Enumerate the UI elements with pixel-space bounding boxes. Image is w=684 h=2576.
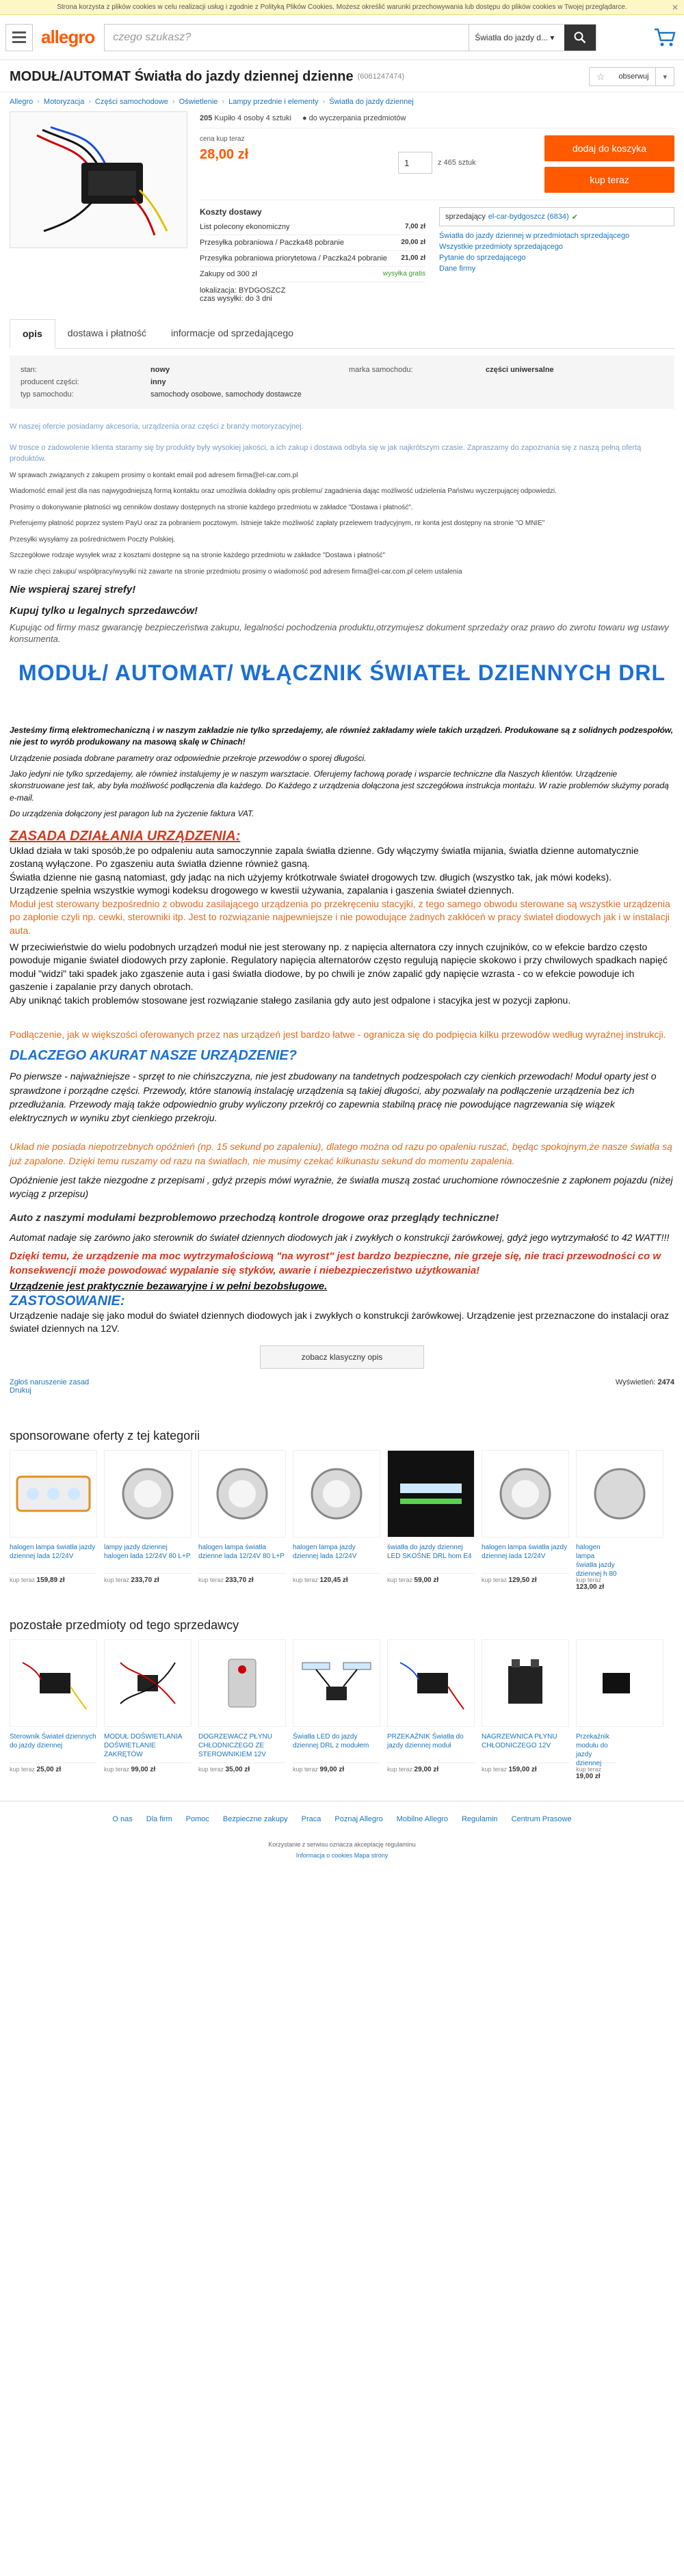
footer-link[interactable]: Bezpieczne zakupy: [222, 1814, 288, 1823]
product-card[interactable]: [482, 1450, 569, 1591]
product-thumbnail: [104, 1450, 192, 1538]
product-price: kup teraz 99,00 zł: [104, 1762, 192, 1773]
product-price: kup teraz 123,00 zł: [576, 1573, 617, 1591]
product-thumbnail: [293, 1639, 380, 1727]
product-price: kup teraz 233,70 zł: [104, 1573, 192, 1584]
description: [0, 421, 684, 1336]
product-name[interactable]: NAGRZEWNICA PŁYNU CHŁODNICZEGO 12V: [482, 1732, 557, 1749]
tab-bar: [10, 319, 674, 349]
product-image[interactable]: [10, 111, 187, 248]
product-thumbnail: [104, 1639, 192, 1727]
principle-text: Układ działa w taki sposób,że po odpaleniu auta samoczynnie zapala światła dzienne. Gdy włączymy światła mijania, światła dzienne automatycznie zostaną wyłączone. Po zgaszeniu auta światła dzienne również gasną. Światła dzienne nie gasną natomiast, gdy jadąc na nich użyjemy krótkotrwale świateł drogowych tzw. długich (wszystko tak, jak mówi kodeks). Urządzenie spełnia wszystkie wymogi kodeksu drogowego w kwestii używania, zapalania i gaszenia świateł dziennych. Moduł jest sterowany bezpośrednio z obwodu zasilającego urządzenia po przekręceniu stacyjki, z tego samego obwodu sterowane są wszystkie urządzenia po zapłonie czyli np. cewki, sterowniki itp. Jest to rozwiązanie najpewniejsze i nie powodujące żadnych zakłóceń w pracy świateł diodowych jak i w instalacji auta. W przeciwieństwie do wielu podobnych urządzeń moduł nie jest sterowany np. z napięcia alternatora czy innych czujników, co w efekcie bardzo często powoduje miganie świateł diodowych przy zapłonie. Regulatory napięcia alternatorów często regulują napięcie skokowo i przy chwilowych spadkach napięć moduł "widzi" taki spadek jako zgaszenie auta i gasi światła diodowe, by po chwili je znów zapalić gdy napięcie wzrasta - co w efekcie powoduje ich gaszenie i zapalanie przy danych obrotach. Aby uniknąć takich problemów stosowane jest rozwiązanie stałego zasilania gdy auto jest odpalone i stacyjka jest w pozycji zapłonu. Podłączenie, jak w większości oferowanych przez nas urządzeń jest bardzo łatwe - ogranicza się do podpięcia kilku przewodów według wyraźnej instrukcji.: [10, 844, 670, 1040]
param-row: typ samochodu: samochody osobowe, samochody dostawcze: [21, 390, 302, 399]
slogan-note: Kupując od firmy masz gwarancję bezpieczeństwa zakupu, legalności pochodzenia produktu,otrzymujesz dokument sprzedaży oraz prawo do zwrotu towaru wg ustawy konsumenta.: [10, 622, 669, 644]
shipping-row: List polecony ekonomiczny 7,00 zł: [200, 219, 425, 235]
product-name[interactable]: światła do jazdy dziennej LED SKOŚNE DRL hom E4: [387, 1543, 472, 1560]
sponsored-title: sponsorowane oferty z tej kategorii: [10, 1428, 200, 1443]
search-icon: [574, 31, 586, 44]
offer-id: (6061247474): [357, 72, 405, 81]
info-text: W trosce o zadowolenie klienta staramy się by produkty były wysokiej jakości, a ich zakup i dostawa odbyła się w jak najkrótszym czasie. Zapraszamy do zapoznania się z naszą pełną ofertą produktów.: [10, 443, 642, 463]
price-label: cena kup teraz: [200, 135, 245, 143]
breadcrumb-item[interactable]: Oświetlenie: [179, 98, 218, 106]
product-name[interactable]: Sterownik Świateł dziennych do jazdy dziennej: [10, 1732, 96, 1749]
breadcrumb-item[interactable]: Allegro: [10, 98, 34, 106]
dispatch-time: czas wysyłki: do 3 dni: [200, 295, 272, 303]
product-card[interactable]: [104, 1450, 192, 1591]
quantity-available: z 465 sztuk: [438, 159, 476, 167]
shipping-row: Zakupy od 300 zł wysyłka gratis: [200, 267, 425, 282]
tab-seller-info[interactable]: informacje od sprzedającego: [170, 327, 293, 338]
seller-link[interactable]: Pytanie do sprzedającego: [439, 254, 526, 262]
section-heading: ZASTOSOWANIE:: [10, 1293, 125, 1309]
product-thumbnail: [10, 1450, 97, 1538]
section-heading: DLACZEGO AKURAT NASZE URZĄDZENIE?: [10, 1048, 297, 1064]
sponsored-carousel: [0, 1443, 684, 1598]
drl-module-image: [23, 122, 174, 238]
intro-section: Jesteśmy firmą elektromechaniczną i w naszym zakładzie nie tylko sprzedajemy, ale również zakładamy wiele takich urządzeń. Produkowane są z solidnych podzespołów, nie jest to wyrób produkowany na masową skalę w Chinach! Urządzenie posiada dobrane parametry oraz odpowiednie przekroje przewodów o sporej długości. Jako jedyni nie tylko sprzedajemy, ale również instalujemy je w naszym warsztacie. Oferujemy fachową poradę i wsparcie techniczne dla Naszych klientów. Urządzenie skonstruowane jest tak, aby była możliwość podłączenia dla każdego. Do Każdego z urządzenia dołączona jest szczegółowa instrukcja montażu. W razie problemów służymy poradą e-mail. Do urządzenia dołączony jest paragon lub na życzenie faktura VAT.: [10, 725, 674, 819]
breadcrumb-item[interactable]: Części samochodowe: [94, 98, 168, 106]
product-card[interactable]: [482, 1639, 569, 1780]
product-price: kup teraz 35,00 zł: [198, 1762, 286, 1773]
product-thumbnail: [482, 1450, 569, 1538]
hero-heading: MODUŁ/ AUTOMAT/ WŁĄCZNIK ŚWIATEŁ DZIENNYCH DRL: [18, 660, 666, 685]
product-thumbnail: [576, 1450, 663, 1538]
close-icon[interactable]: ✕: [671, 3, 679, 12]
product-card[interactable]: [576, 1639, 617, 1780]
shipping-row: Przesyłka pobraniowa priorytetowa / Paczka24 pobranie 21,00 zł: [200, 251, 425, 267]
product-thumbnail: [387, 1639, 475, 1727]
product-card[interactable]: [387, 1450, 475, 1591]
info-text: W naszej ofercie posiadamy akcesoria, urządzenia oraz części z branży motoryzacyjnej.: [10, 422, 304, 431]
why-bold: Auto z naszymi modułami bezproblemowo przechodzą kontrole drogowe oraz przeglądy techniczne!: [10, 1211, 499, 1224]
chevron-down-icon[interactable]: ▾: [655, 68, 674, 85]
seller-box: [439, 207, 674, 303]
shipping-row: Przesyłka pobraniowa / Paczka48 pobranie 20,00 zł: [200, 235, 425, 251]
product-price: kup teraz 25,00 zł: [10, 1762, 97, 1773]
footer-link[interactable]: Dla firm: [146, 1814, 172, 1823]
parameters-box: [10, 355, 674, 409]
cart-icon: [653, 27, 676, 48]
views-count: Wyświetleń: 2474: [615, 1378, 674, 1386]
product-card[interactable]: [10, 1450, 97, 1591]
product-thumbnail: [387, 1450, 475, 1538]
application-text: Urządzenie nadaje się jako moduł do świateł dziennych diodowych jak i zwykłych o konstrukcji żarówkowej. Urządzenie jest przeznaczone do instalacji oraz świateł dziennych na 12V.: [10, 1309, 670, 1334]
legal-links[interactable]: Informacja o cookies Mapa strony: [295, 1851, 389, 1859]
watch-button[interactable]: [589, 67, 674, 86]
why-highlight: Dzięki temu, że urządzenie ma moc wytrzymałościową "na wyrost" jest bardzo bezpieczne, nie grzeje się, nie traci przewodności co w konsekwencji może powodować wypalanie się styków, awarie i niebezpieczeństwo użytkowania!: [10, 1250, 661, 1276]
buy-now-button[interactable]: kup teraz: [544, 167, 674, 193]
search-category-label: Światła do jazdy d...: [475, 32, 548, 42]
product-card[interactable]: [293, 1450, 380, 1591]
breadcrumb-item[interactable]: Lampy przednie i elementy: [228, 98, 319, 106]
breadcrumb-separator: ›: [37, 98, 40, 106]
legal-text: Korzystanie z serwisu oznacza akceptację regulaminu: [268, 1840, 416, 1848]
product-price: kup teraz 19,00 zł: [576, 1762, 617, 1780]
top-bar: [0, 15, 684, 60]
why-text: Automat nadaje się zarówno jako sterownik do świateł dziennych diodowych jak i zwykłych o konstrukcji żarówkowej, gdyż jego wytrzymałość to 42 WATT!!!: [10, 1232, 670, 1244]
title-bar: [0, 60, 684, 92]
cookie-banner: [0, 0, 684, 15]
product-name[interactable]: halogen lampa światła jazdy dziennej lada 12/24V: [10, 1543, 96, 1560]
breadcrumb-item[interactable]: Motoryzacja: [43, 98, 85, 106]
product-card[interactable]: [293, 1639, 380, 1780]
product-thumbnail: [293, 1450, 380, 1538]
footer-link[interactable]: Centrum Prasowe: [511, 1814, 572, 1823]
product-price: kup teraz 233,70 zł: [198, 1573, 286, 1584]
stock-info: ● do wyczerpania przedmiotów: [302, 114, 406, 122]
breadcrumb-separator: ›: [222, 98, 225, 106]
star-icon: ☆: [596, 70, 605, 82]
buy-panel: [200, 111, 674, 303]
breadcrumb-separator: ›: [88, 98, 91, 106]
logo[interactable]: allegro: [41, 27, 95, 47]
sold-info: 205 Kupiło 4 osoby 4 sztuki: [200, 114, 291, 122]
tab-description[interactable]: opis: [10, 319, 55, 349]
search-category-select[interactable]: Światła do jazdy d... ▾: [469, 25, 564, 51]
product-price: kup teraz 99,00 zł: [293, 1762, 380, 1773]
product-thumbnail: [198, 1450, 286, 1538]
footer-link[interactable]: Mobilne Allegro: [396, 1814, 448, 1823]
report-row: [0, 1369, 684, 1395]
product-name[interactable]: Przekaźnik modułu do jazdy dziennej: [576, 1732, 609, 1767]
product-name[interactable]: halogen lampa światła jazdy dziennej lada 12/24V: [482, 1543, 568, 1560]
seller-select[interactable]: sprzedający el-car-bydgoszcz (6834) ✔: [439, 207, 674, 226]
product-name[interactable]: halogen lampa światła dzienne lada 12/24V 80 L+P: [198, 1543, 285, 1560]
menu-icon[interactable]: [5, 24, 33, 51]
quantity-stepper: [398, 133, 476, 193]
classic-description-button[interactable]: zobacz klasyczny opis: [260, 1345, 424, 1369]
product-card[interactable]: [198, 1639, 286, 1780]
breadcrumb: [0, 92, 684, 111]
more-items-title: pozostałe przedmioty od tego sprzedawcy: [10, 1618, 239, 1632]
product-name[interactable]: Światła LED do jazdy dziennej DRL z modułem: [293, 1732, 369, 1749]
search-input[interactable]: czego szukasz?: [113, 31, 192, 43]
product-card[interactable]: [198, 1450, 286, 1591]
quantity-input[interactable]: 1: [398, 152, 432, 174]
product-card[interactable]: [387, 1639, 475, 1780]
slogan: Nie wspieraj szarej strefy!: [10, 584, 136, 595]
verified-icon: ✔: [571, 213, 578, 222]
breadcrumb-separator: ›: [322, 98, 326, 106]
product-name[interactable]: MODUŁ DOŚWIETLANIA DOŚWIETLANIE ZAKRĘTÓW: [104, 1732, 182, 1758]
param-row: stan: nowy marka samochodu: części uniwersalne: [21, 366, 554, 374]
print-link[interactable]: Drukuj: [10, 1386, 31, 1395]
search-button[interactable]: [564, 25, 596, 51]
contact-info: W sprawach związanych z zakupem prosimy o kontakt email pod adresem firma@el-car.com.pl Wiadomość email jest dla nas najwygodniejszą formą kontaktu oraz umożliwia dokładny opis problemu/ zagadnienia dając możliwość udzielenia Państwu wyczerpującej odpowiedzi. Prosimy o dokonywanie płatności wg cenników dostawy dostępnych na stronie każdego przedmiotu w zakładce "Dostawa i płatność". Preferujemy płatność poprzez system PayU oraz za pobraniem pocztowym. Istnieje także możliwość zapłaty przelewem tradycyjnym, nr konta jest dostępny na stronie "O MNIE" Przesyłki wysyłamy za pośrednictwem Poczty Polskiej. Szczegółowe rodzaje wysyłek wraz z kosztami dostępne są na stronie każdego przedmiotu w zakładce "Dostawa i płatność" W razie chęci zakupu/ współpracy/wysyłki niż zawarte na stronie przedmiotu prosimy o wiadomość pod adresem firma@el-car.com.pl celem ustalenia: [10, 471, 557, 576]
product-section: [0, 111, 684, 303]
product-price: kup teraz 159,89 zł: [10, 1573, 97, 1584]
add-to-cart-button[interactable]: dodaj do koszyka: [544, 135, 674, 161]
footer-link[interactable]: Pomoc: [185, 1814, 209, 1823]
cookie-text: Strona korzysta z plików cookies w celu realizacji usług i zgodnie z Polityką Plików Cookies. Możesz określić warunki przechowywania lub dostępu do plików cookies w Twojej przeglądarce.: [57, 3, 627, 11]
seller-link[interactable]: Wszystkie przedmioty sprzedającego: [439, 243, 563, 251]
slogan: Kupuj tylko u legalnych sprzedawców!: [10, 605, 198, 617]
watch-label: obserwuj: [618, 72, 649, 81]
shipping-costs: [200, 207, 425, 303]
product-name[interactable]: halogen lampa światła jazdy dziennej h 80: [576, 1543, 617, 1578]
breadcrumb-item[interactable]: Światła do jazdy dziennej: [329, 98, 414, 106]
footer-link[interactable]: O nas: [112, 1814, 133, 1823]
shipping-title: Koszty dostawy: [200, 207, 262, 217]
product-price: kup teraz 59,00 zł: [387, 1573, 475, 1584]
footer-link[interactable]: Poznaj Allegro: [334, 1814, 383, 1823]
page-title: MODUŁ/AUTOMAT Światła do jazdy dziennej dzienne: [10, 68, 354, 84]
why-text: Po pierwsze - najważniejsze - sprzęt to nie chińszczyzna, nie jest zbudowany na tandetnych podzespołach czy cienkich przewodach! Moduł oparty jest o sprawdzone i porządne części. Przewody, które stanowią instalację urządzenia są takiej długości, aby pozwalały na podłączenie urządzenia bez ich przedłużania. Przewody mają także odpowiednio gruby wyliczony przekrój co zapewnia stabilną pracę nie powodujące nagrzewania się wiązek elektrycznych w wyniku zbyt cienkiego przekroju. Układ nie posiada niepotrzebnych opóźnień (np. 15 sekund po zapaleniu), dlatego można od razu po opaleniu ruszać, będąc spokojnym,że nasze światła są już zapalone. Dzięki temu ruszamy od razu na światłach, nie musimy czekać kilkunastu sekund do momentu zapalenia. Opóźnienie jest także niezgodne z przepisami , gdyż przepis mówi wyraźnie, że światła muszą zostać uruchomione równocześnie z zapłonem pojazdu (niżej wyciąg z przepisu): [10, 1071, 673, 1200]
product-card[interactable]: [10, 1639, 97, 1780]
location: lokalizacja: BYDGOSZCZ: [200, 286, 286, 295]
product-card[interactable]: [104, 1639, 192, 1780]
cart-button[interactable]: [651, 24, 679, 51]
why-summary: Urządzenie jest praktycznie bezawaryjne i w pełni bezobsługowe.: [10, 1280, 328, 1292]
product-thumbnail: [576, 1639, 663, 1727]
price: 28,00 zł: [200, 147, 249, 162]
seller-name[interactable]: el-car-bydgoszcz (6834): [488, 213, 569, 221]
seller-link[interactable]: Dane firmy: [439, 265, 476, 273]
footer-link[interactable]: Regulamin: [461, 1814, 498, 1823]
product-price: kup teraz 129,50 zł: [482, 1573, 569, 1584]
product-name[interactable]: halogen lampa jazdy dziennej lada 12/24V: [293, 1543, 357, 1560]
product-name[interactable]: DOGRZEWACZ PŁYNU CHŁODNICZEGO ZE STEROWNIKIEM 12V: [198, 1732, 272, 1758]
product-thumbnail: [482, 1639, 569, 1727]
product-thumbnail: [10, 1639, 97, 1727]
param-row: producent części: inny: [21, 378, 166, 386]
footer: [0, 1801, 684, 1859]
seller-link[interactable]: Światła do jazdy dziennej w przedmiotach sprzedającego: [439, 232, 630, 240]
breadcrumb-separator: ›: [172, 98, 175, 106]
product-card[interactable]: [576, 1450, 617, 1591]
product-name[interactable]: lampy jazdy dziennej halogen lada 12/24V 80 L+P: [104, 1543, 191, 1560]
report-link[interactable]: Zgłoś naruszenie zasad: [10, 1378, 90, 1386]
tab-delivery[interactable]: dostawa i płatność: [67, 327, 146, 338]
footer-link[interactable]: Praca: [301, 1814, 321, 1823]
product-name[interactable]: PRZEKAŹNIK Światła do jazdy dziennej moduł: [387, 1732, 464, 1749]
product-thumbnail: [198, 1639, 286, 1727]
product-price: kup teraz 120,45 zł: [293, 1573, 380, 1584]
search-bar: [104, 24, 596, 51]
product-price: kup teraz 29,00 zł: [387, 1762, 475, 1773]
more-items-carousel: [0, 1633, 684, 1787]
section-heading: ZASADA DZIAŁANIA URZĄDZENIA:: [10, 828, 241, 844]
product-price: kup teraz 159,00 zł: [482, 1762, 569, 1773]
